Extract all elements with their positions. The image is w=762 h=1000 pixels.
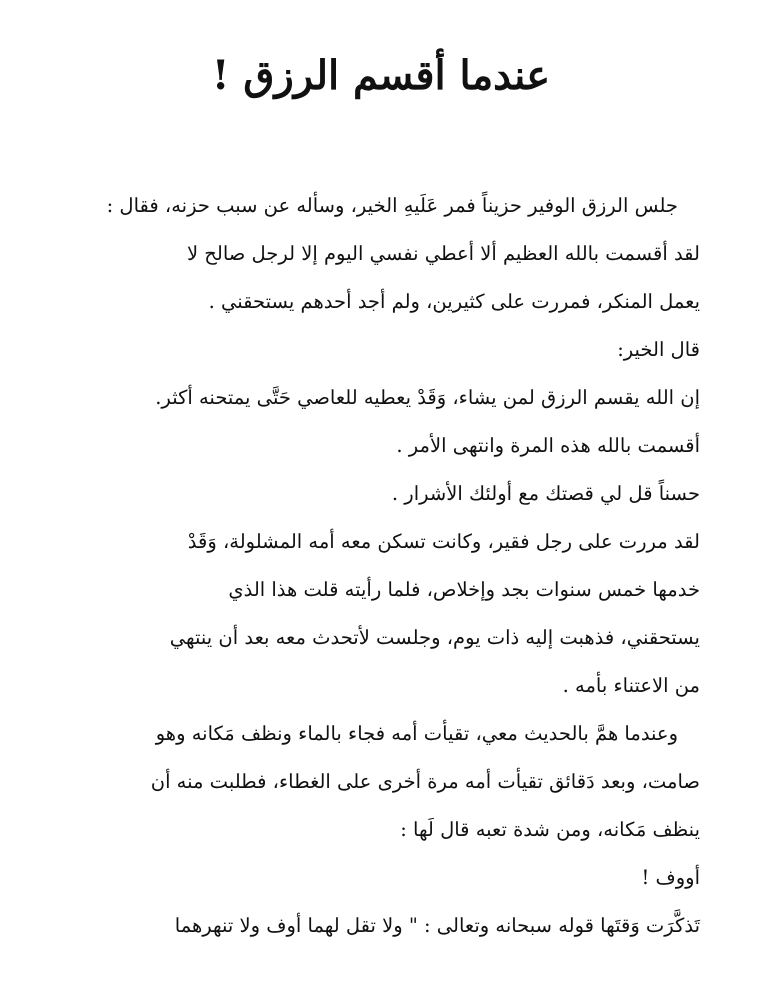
- paragraph-line: يستحقني، فذهبت إليه ذات يوم، وجلست لأتحدث معه بعد أن ينتهي: [169, 626, 700, 649]
- paragraph-line: تَذكَّرَت وَقتَها قوله سبحانه وتعالى : " ولا تقل لهما أوف ولا تنهرهما: [174, 914, 700, 937]
- paragraph-line: ينظف مَكانه، ومن شدة تعبه قال لَها :: [400, 818, 700, 841]
- paragraph-line: إن الله يقسم الرزق لمن يشاء، وَقَدْ يعطيه للعاصي حَتَّى يمتحنه أكثر.: [155, 386, 700, 409]
- paragraph-line: حسناً قل لي قصتك مع أولئك الأشرار .: [391, 482, 700, 505]
- story-body: [60, 182, 700, 950]
- paragraph-line: وعندما همَّ بالحديث معي، تقيأت أمه فجاء بالماء ونظف مَكانه وهو: [155, 722, 678, 745]
- paragraph-line: يعمل المنكر، فمررت على كثيرين، ولم أجد أحدهم يستحقني .: [208, 290, 700, 313]
- paragraph-line: لقد مررت على رجل فقير، وكانت تسكن معه أمه المشلولة، وَقَدْ: [187, 530, 700, 553]
- paragraph-line: أقسمت بالله هذه المرة وانتهى الأمر .: [396, 434, 700, 457]
- paragraph-line: جلس الرزق الوفير حزيناً فمر عَلَيهِ الخير، وسأله عن سبب حزنه، فقال :: [106, 194, 678, 217]
- paragraph-line: لقد أقسمت بالله العظيم ألا أعطي نفسي اليوم إلا لرجل صالح لا: [186, 242, 700, 265]
- paragraph-line: صامت، وبعد دَقائق تقيأت أمه مرة أخرى على الغطاء، فطلبت منه أن: [150, 770, 700, 793]
- paragraph-line: من الاعتناء بأمه .: [562, 674, 700, 697]
- paragraph-line: أووف !: [641, 866, 700, 889]
- page-title: عندما أقسم الرزق !: [211, 52, 551, 99]
- paragraph-line: قال الخير:: [617, 338, 700, 361]
- paragraph-line: خدمها خمس سنوات بجد وإخلاص، فلما رأيته قلت هذا الذي: [228, 578, 700, 601]
